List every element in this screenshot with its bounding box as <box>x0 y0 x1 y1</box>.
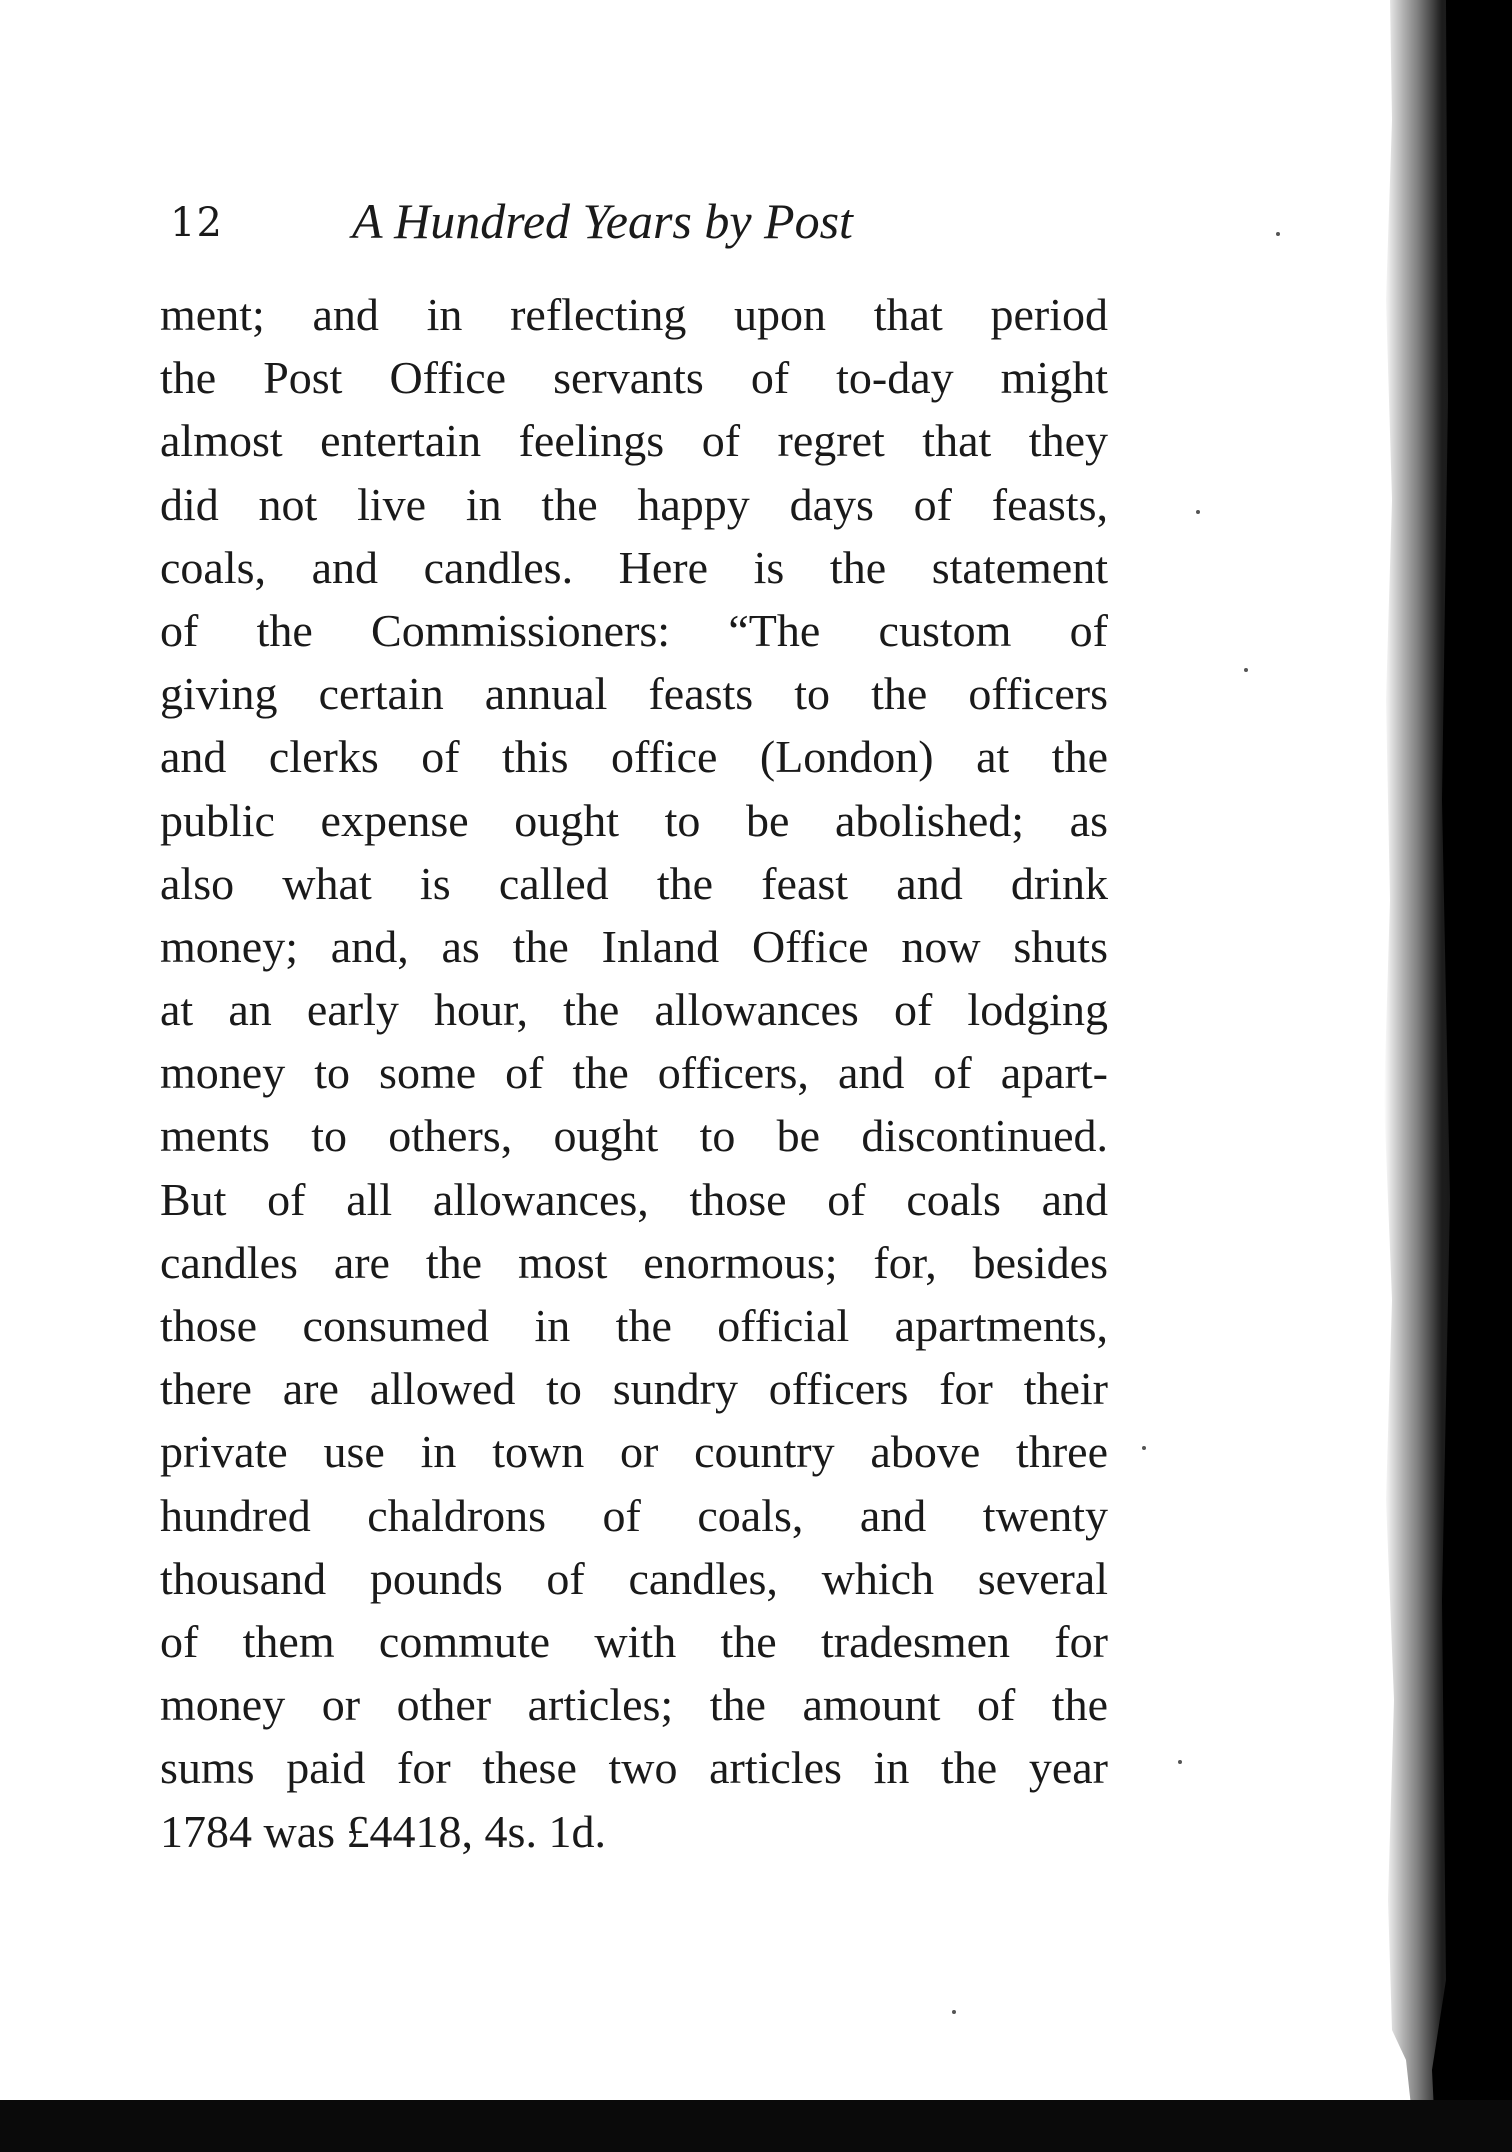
body-text <box>160 283 1108 1863</box>
binding-shadow <box>1296 0 1512 2152</box>
text-line: thousand pounds of candles, which several <box>160 1552 1108 1604</box>
text-line: ment; and in reflecting upon that period <box>160 289 1108 340</box>
text-line: money to some of the officers, and of apart- <box>160 1047 1108 1099</box>
text-line: of the Commissioners: “The custom of <box>160 604 1108 656</box>
text-line: money; and, as the Inland Office now shuts <box>160 920 1108 972</box>
text-line: money or other articles; the amount of the <box>160 1679 1108 1731</box>
text-line: the Post Office servants of to-day might <box>160 352 1108 404</box>
text-line: candles are the most enormous; for, besides <box>160 1236 1108 1288</box>
running-title: A Hundred Years by Post <box>352 193 853 249</box>
text-line: those consumed in the official apartments, <box>160 1300 1108 1351</box>
text-line: there are allowed to sundry officers for their <box>160 1363 1108 1415</box>
text-line: almost entertain feelings of regret that they <box>160 415 1108 467</box>
text-line: ments to others, ought to be discontinued. <box>160 1110 1108 1162</box>
text-line: 1784 was £4418, 4s. 1d. <box>160 1805 606 1857</box>
text-line: public expense ought to be abolished; as <box>160 794 1108 846</box>
dust-speck <box>1244 668 1248 672</box>
dust-speck <box>1196 510 1200 514</box>
dust-speck <box>1142 1446 1146 1450</box>
text-line: But of all allowances, those of coals and <box>160 1173 1108 1225</box>
text-line: also what is called the feast and drink <box>160 857 1108 909</box>
scan-bottom-edge <box>0 2100 1512 2152</box>
text-line: coals, and candles. Here is the statement <box>160 541 1108 593</box>
text-line: of them commute with the tradesmen for <box>160 1615 1108 1667</box>
text-line: and clerks of this office (London) at the <box>160 731 1108 783</box>
page-number: 12 <box>170 200 223 246</box>
dust-speck <box>1178 1760 1182 1764</box>
text-line: giving certain annual feasts to the officers <box>160 668 1108 720</box>
text-line: private use in town or country above three <box>160 1426 1108 1478</box>
text-line: did not live in the happy days of feasts, <box>160 478 1108 530</box>
text-line: sums paid for these two articles in the year <box>160 1742 1108 1794</box>
page-header <box>170 192 930 252</box>
text-line: hundred chaldrons of coals, and twenty <box>160 1489 1108 1541</box>
dust-speck <box>952 2010 956 2014</box>
text-line: at an early hour, the allowances of lodging <box>160 984 1108 1036</box>
dust-speck <box>1276 232 1280 236</box>
